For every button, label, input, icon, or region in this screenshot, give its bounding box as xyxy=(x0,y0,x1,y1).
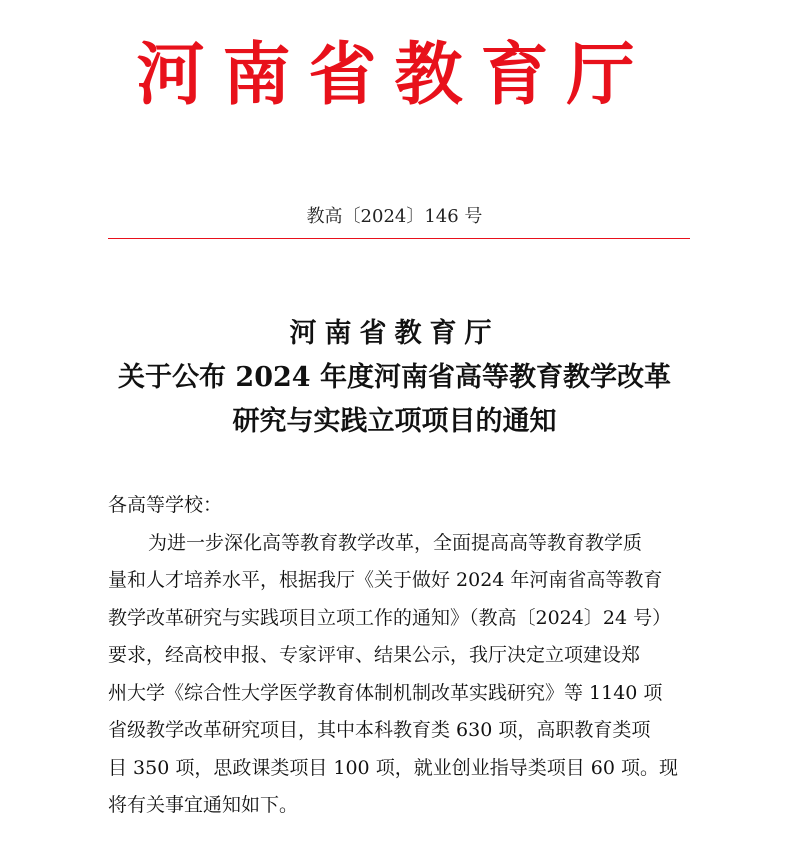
title-subject-line-2: 研究与实践立项项目的通知 xyxy=(232,406,557,437)
paragraph-line: 量和人才培养水平，根据我厅《关于做好 2024 年河南省高等教育 xyxy=(108,569,663,591)
paragraph-line: 省级教学改革研究项目，其中本科教育类 630 项，高职教育类项 xyxy=(108,719,651,741)
salutation: 各高等学校： xyxy=(108,494,223,516)
title-issuer-line: 河南省教育厅 xyxy=(289,318,500,349)
agency-masthead: 河南省教育厅 xyxy=(136,35,653,115)
notice-title xyxy=(0,312,789,444)
paragraph-line: 目 350 项，思政课类项目 100 项，就业创业指导类项目 60 项。现 xyxy=(108,756,678,779)
paragraph-line: 州大学《综合性大学医学教育体制机制改革实践研究》等 1140 项 xyxy=(108,681,663,704)
notice-body xyxy=(108,487,708,825)
document-number: 教高〔2024〕146 号 xyxy=(306,206,483,227)
paragraph-line: 为进一步深化高等教育教学改革，全面提高高等教育教学质 xyxy=(148,531,643,554)
paragraph-line: 教学改革研究与实践项目立项工作的通知》（教高〔2024〕24 号） xyxy=(108,606,672,629)
paragraph-line: 要求，经高校申报、专家评审、结果公示，我厅决定立项建设郑 xyxy=(108,644,641,666)
red-divider-line xyxy=(108,238,690,239)
title-subject-line-1: 关于公布 2024 年度河南省高等教育教学改革 xyxy=(118,362,671,393)
body-paragraph xyxy=(108,525,708,825)
paragraph-line: 将有关事宜通知如下。 xyxy=(108,794,299,816)
